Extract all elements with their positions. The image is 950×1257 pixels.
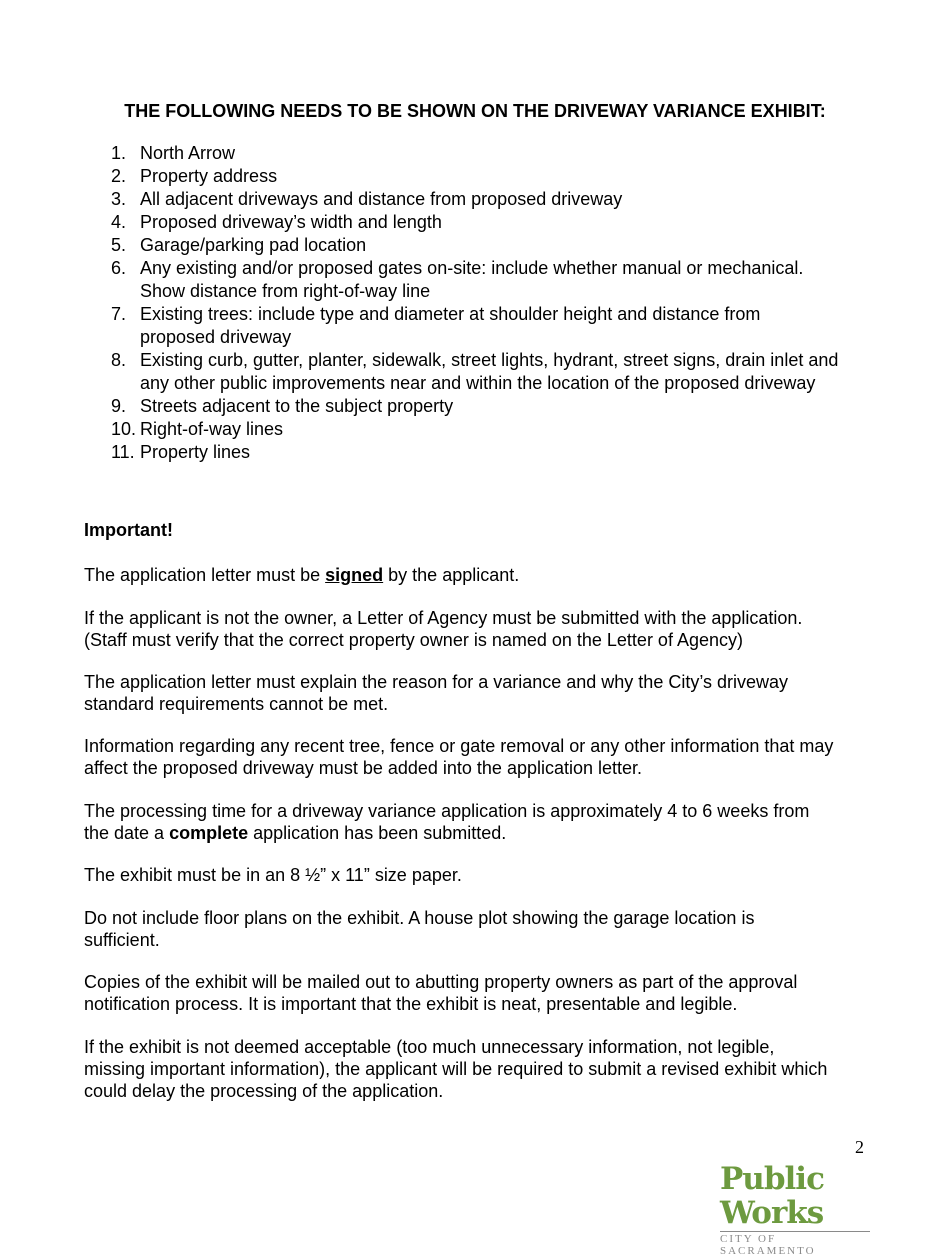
list-number: 10.	[111, 419, 137, 439]
list-item	[111, 234, 870, 257]
list-text: Right-of-way lines	[140, 419, 284, 439]
list-number: 9.	[111, 396, 127, 416]
list-text: All adjacent driveways and distance from proposed driveway	[140, 189, 623, 209]
page-number: 2	[855, 1137, 864, 1157]
public-works-logo	[720, 1161, 872, 1257]
list-number: 8.	[111, 350, 127, 370]
complete-emphasis: complete	[169, 823, 249, 843]
list-item	[111, 441, 870, 464]
info-paragraph: Information regarding any recent tree, fence or gate removal or any other information that may affect the proposed driveway must be added into the application letter.	[84, 736, 834, 778]
list-number: 5.	[111, 235, 127, 255]
signed-emphasis: signed	[325, 565, 384, 585]
list-item	[111, 165, 870, 188]
reason-paragraph: The application letter must explain the reason for a variance and why the City’s driveway standard requirements cannot be met.	[84, 672, 789, 714]
signed-paragraph: The application letter must be signed by the applicant.	[84, 565, 520, 585]
list-number: 4.	[111, 212, 127, 232]
list-text: Existing trees: include type and diameter at shoulder height and distance from	[140, 304, 761, 324]
list-number: 1.	[111, 143, 127, 163]
list-text: Property lines	[140, 442, 251, 462]
list-text: Property address	[140, 166, 278, 186]
list-text: Show distance from right-of-way line	[140, 281, 431, 301]
list-number: 6.	[111, 258, 127, 278]
logo-main-text: Public Works	[720, 1161, 824, 1231]
list-item	[111, 418, 870, 441]
logo-sub-text: CITY OF SACRAMENTO	[720, 1231, 870, 1257]
list-text: proposed driveway	[140, 327, 292, 347]
list-item	[111, 349, 870, 395]
acceptability-paragraph: If the exhibit is not deemed acceptable (too much unnecessary information, not legible, missing important information), the applicant will be required to submit a revised exhibit which could delay the processing of the application.	[84, 1037, 828, 1101]
page-title: THE FOLLOWING NEEDS TO BE SHOWN ON THE DRIVEWAY VARIANCE EXHIBIT:	[124, 101, 826, 121]
list-item	[111, 257, 870, 303]
list-item	[111, 303, 870, 349]
list-text: Garage/parking pad location	[140, 235, 367, 255]
list-text: Any existing and/or proposed gates on-site: include whether manual or mechanical.	[140, 258, 804, 278]
list-item	[111, 395, 870, 418]
list-text: any other public improvements near and within the location of the proposed driveway	[140, 373, 816, 393]
list-text: Streets adjacent to the subject property	[140, 396, 454, 416]
requirements-list	[111, 142, 870, 464]
list-number: 7.	[111, 304, 127, 324]
important-label: Important!	[84, 520, 173, 540]
list-number: 11.	[111, 442, 135, 462]
list-item	[111, 188, 870, 211]
list-item	[111, 142, 870, 165]
list-text: Proposed driveway’s width and length	[140, 212, 442, 232]
list-item	[111, 211, 870, 234]
processing-time-paragraph: The processing time for a driveway variance application is approximately 4 to 6 weeks from the date a complete application has been submitted.	[84, 801, 810, 843]
list-number: 2.	[111, 166, 127, 186]
list-text: North Arrow	[140, 143, 236, 163]
paper-size-paragraph: The exhibit must be in an 8 ½” x 11” size paper.	[84, 865, 462, 885]
copies-paragraph: Copies of the exhibit will be mailed out to abutting property owners as part of the approval notification process. It is important that the exhibit is neat, presentable and legible.	[84, 972, 798, 1014]
agency-paragraph: If the applicant is not the owner, a Letter of Agency must be submitted with the application. (Staff must verify that the correct property owner is named on the Letter of Agency)	[84, 608, 803, 650]
floor-plans-paragraph: Do not include floor plans on the exhibit. A house plot showing the garage location is sufficient.	[84, 908, 755, 950]
list-number: 3.	[111, 189, 127, 209]
list-text: Existing curb, gutter, planter, sidewalk, street lights, hydrant, street signs, drain inlet and	[140, 350, 839, 370]
